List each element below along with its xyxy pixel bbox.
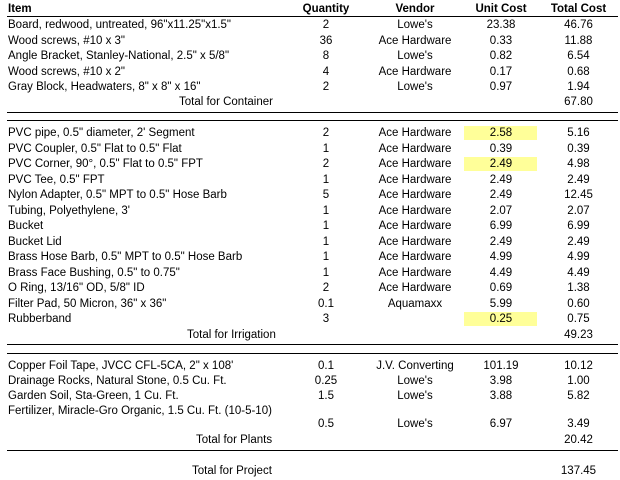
total-cost-value: 11.88 [564, 34, 593, 47]
item-name: Wood screws, #10 x 2" [8, 65, 126, 78]
vendor-name: Ace Hardware [378, 173, 452, 186]
quantity-value: 3 [322, 313, 330, 325]
quantity-value: 1 [322, 173, 330, 186]
vendor-name: Lowe's [397, 390, 433, 402]
total-cost-value: 6.54 [567, 50, 590, 62]
item-name: PVC pipe, 0.5" diameter, 2' Segment [8, 127, 195, 139]
irrigation-total-value: 49.23 [564, 329, 593, 341]
total-cost-value: 4.49 [567, 266, 590, 279]
unit-cost-value: 3.88 [489, 390, 513, 402]
irrigation-top-rule [7, 120, 618, 121]
vendor-name: Ace Hardware [378, 235, 452, 248]
container-total-value: 67.80 [564, 96, 593, 108]
unit-cost-value: 2.49 [489, 189, 513, 201]
total-cost-value: 6.99 [567, 220, 590, 232]
quantity-value: 1 [322, 235, 330, 248]
total-cost-value: 4.99 [567, 251, 590, 263]
vendor-name: Ace Hardware [378, 189, 452, 201]
unit-cost-value: 0.97 [489, 81, 513, 93]
item-name: Gray Block, Headwaters, 8" x 8" x 16" [8, 81, 201, 93]
item-name: Fertilizer, Miracle-Gro Organic, 1.5 Cu. Ft. (10-5-10) [8, 405, 272, 417]
total-cost-value: 5.82 [567, 390, 590, 402]
header-item: Item [8, 3, 32, 15]
item-name: O Ring, 13/16" OD, 5/8" ID [8, 282, 145, 294]
total-cost-value: 3.49 [567, 418, 590, 430]
total-cost-value: 5.16 [567, 127, 590, 139]
vendor-name: Lowe's [397, 375, 433, 387]
unit-cost-value: 2.07 [489, 204, 513, 217]
unit-cost-value: 101.19 [483, 360, 519, 372]
plants-top-rule [7, 353, 618, 354]
plants-total-label: Total for Plants [196, 434, 273, 446]
total-cost-value: 12.45 [564, 189, 593, 201]
quantity-value: 1.5 [318, 390, 334, 402]
unit-cost-value: 23.38 [486, 19, 516, 31]
item-name: PVC Coupler, 0.5" Flat to 0.5" Flat [8, 142, 182, 155]
plants-rule [7, 450, 618, 451]
vendor-name: Lowe's [397, 81, 433, 93]
item-name: PVC Tee, 0.5" FPT [8, 173, 105, 186]
quantity-value: 2 [322, 127, 330, 139]
quantity-value: 8 [322, 50, 330, 62]
item-name: Board, redwood, untreated, 96"x11.25"x1.5" [8, 19, 232, 31]
total-cost-value: 1.94 [567, 81, 590, 93]
vendor-name: Lowe's [397, 19, 433, 31]
vendor-name: Ace Hardware [378, 204, 452, 217]
item-name: Rubberband [8, 313, 72, 325]
item-name: Bucket Lid [8, 235, 62, 248]
total-cost-value: 4.98 [567, 158, 590, 170]
item-name: Copper Foil Tape, JVCC CFL-5CA, 2" x 108' [8, 360, 234, 372]
unit-cost-value: 0.69 [489, 282, 513, 294]
total-cost-value: 2.07 [567, 204, 590, 217]
quantity-value: 2 [322, 158, 330, 170]
total-cost-value: 46.76 [564, 19, 593, 31]
quantity-value: 0.5 [318, 418, 334, 430]
quantity-value: 1 [322, 251, 330, 263]
vendor-name: Ace Hardware [378, 266, 452, 279]
header-unit-cost: Unit Cost [475, 3, 527, 15]
item-name: Filter Pad, 50 Micron, 36" x 36" [8, 297, 167, 310]
total-cost-value: 1.00 [567, 375, 590, 387]
header-rule [7, 16, 618, 17]
unit-cost-value: 2.49 [489, 158, 513, 170]
vendor-name: Ace Hardware [378, 251, 452, 263]
total-cost-value: 0.60 [567, 297, 590, 310]
project-total-value: 137.45 [560, 465, 597, 477]
unit-cost-value: 4.99 [489, 251, 513, 263]
total-cost-value: 10.12 [564, 360, 593, 372]
quantity-value: 1 [322, 220, 330, 232]
unit-cost-value: 3.98 [489, 375, 513, 387]
header-total-cost: Total Cost [550, 3, 607, 15]
unit-cost-value: 0.17 [489, 65, 513, 78]
header-vendor: Vendor [395, 3, 435, 15]
item-name: Nylon Adapter, 0.5" MPT to 0.5" Hose Barb [8, 189, 227, 201]
item-name: PVC Corner, 90°, 0.5" Flat to 0.5" FPT [8, 158, 203, 170]
vendor-name: Ace Hardware [378, 142, 452, 155]
quantity-value: 5 [322, 189, 330, 201]
total-cost-value: 1.38 [567, 282, 590, 294]
total-cost-value: 0.75 [567, 313, 590, 325]
quantity-value: 0.25 [314, 375, 338, 387]
item-name: Tubing, Polyethylene, 3' [8, 204, 130, 217]
quantity-value: 1 [322, 204, 330, 217]
vendor-name: Ace Hardware [378, 65, 452, 78]
item-name: Drainage Rocks, Natural Stone, 0.5 Cu. Ft. [8, 375, 227, 387]
irrigation-rule [7, 344, 618, 345]
vendor-name: Ace Hardware [378, 34, 452, 47]
quantity-value: 2 [322, 19, 330, 31]
vendor-name: Ace Hardware [378, 158, 452, 170]
unit-cost-value: 4.49 [489, 266, 513, 279]
unit-cost-value: 0.33 [489, 34, 513, 47]
item-name: Bucket [8, 220, 44, 232]
unit-cost-value: 0.25 [489, 313, 513, 325]
item-name: Brass Hose Barb, 0.5" MPT to 0.5" Hose Barb [8, 251, 243, 263]
item-name: Wood screws, #10 x 3" [8, 34, 126, 47]
unit-cost-value: 2.58 [489, 127, 513, 139]
vendor-name: J.V. Converting [376, 360, 454, 372]
item-name: Brass Face Bushing, 0.5" to 0.75" [8, 266, 180, 279]
vendor-name: Ace Hardware [378, 220, 452, 232]
container-rule [7, 112, 618, 113]
vendor-name: Ace Hardware [378, 127, 452, 139]
total-cost-value: 2.49 [567, 235, 590, 248]
item-name: Garden Soil, Sta-Green, 1 Cu. Ft. [8, 390, 179, 402]
quantity-value: 1 [322, 142, 330, 155]
unit-cost-value: 6.99 [489, 220, 513, 232]
unit-cost-value: 5.99 [489, 297, 513, 310]
quantity-value: 1 [322, 266, 330, 279]
vendor-name: Lowe's [397, 418, 433, 430]
quantity-value: 2 [322, 81, 330, 93]
project-total-label: Total for Project [192, 465, 272, 477]
total-cost-value: 2.49 [567, 173, 590, 186]
total-cost-value: 0.39 [567, 142, 590, 155]
irrigation-total-label: Total for Irrigation [187, 329, 276, 341]
plants-total-value: 20.42 [564, 434, 593, 446]
unit-cost-value: 0.39 [489, 142, 513, 155]
container-total-label: Total for Container [179, 96, 273, 108]
header-quantity: Quantity [302, 3, 350, 15]
vendor-name: Aquamaxx [387, 297, 443, 310]
quantity-value: 2 [322, 282, 330, 294]
quantity-value: 4 [322, 65, 330, 78]
unit-cost-value: 0.82 [489, 50, 513, 62]
unit-cost-value: 2.49 [489, 235, 513, 248]
quantity-value: 36 [319, 34, 333, 47]
unit-cost-value: 6.97 [489, 418, 513, 430]
item-name: Angle Bracket, Stanley-National, 2.5" x 5/8" [8, 50, 230, 62]
quantity-value: 0.1 [318, 297, 334, 310]
unit-cost-value: 2.49 [489, 173, 513, 186]
total-cost-value: 0.68 [567, 65, 590, 78]
vendor-name: Ace Hardware [378, 282, 452, 294]
vendor-name: Lowe's [397, 50, 433, 62]
quantity-value: 0.1 [318, 360, 334, 372]
